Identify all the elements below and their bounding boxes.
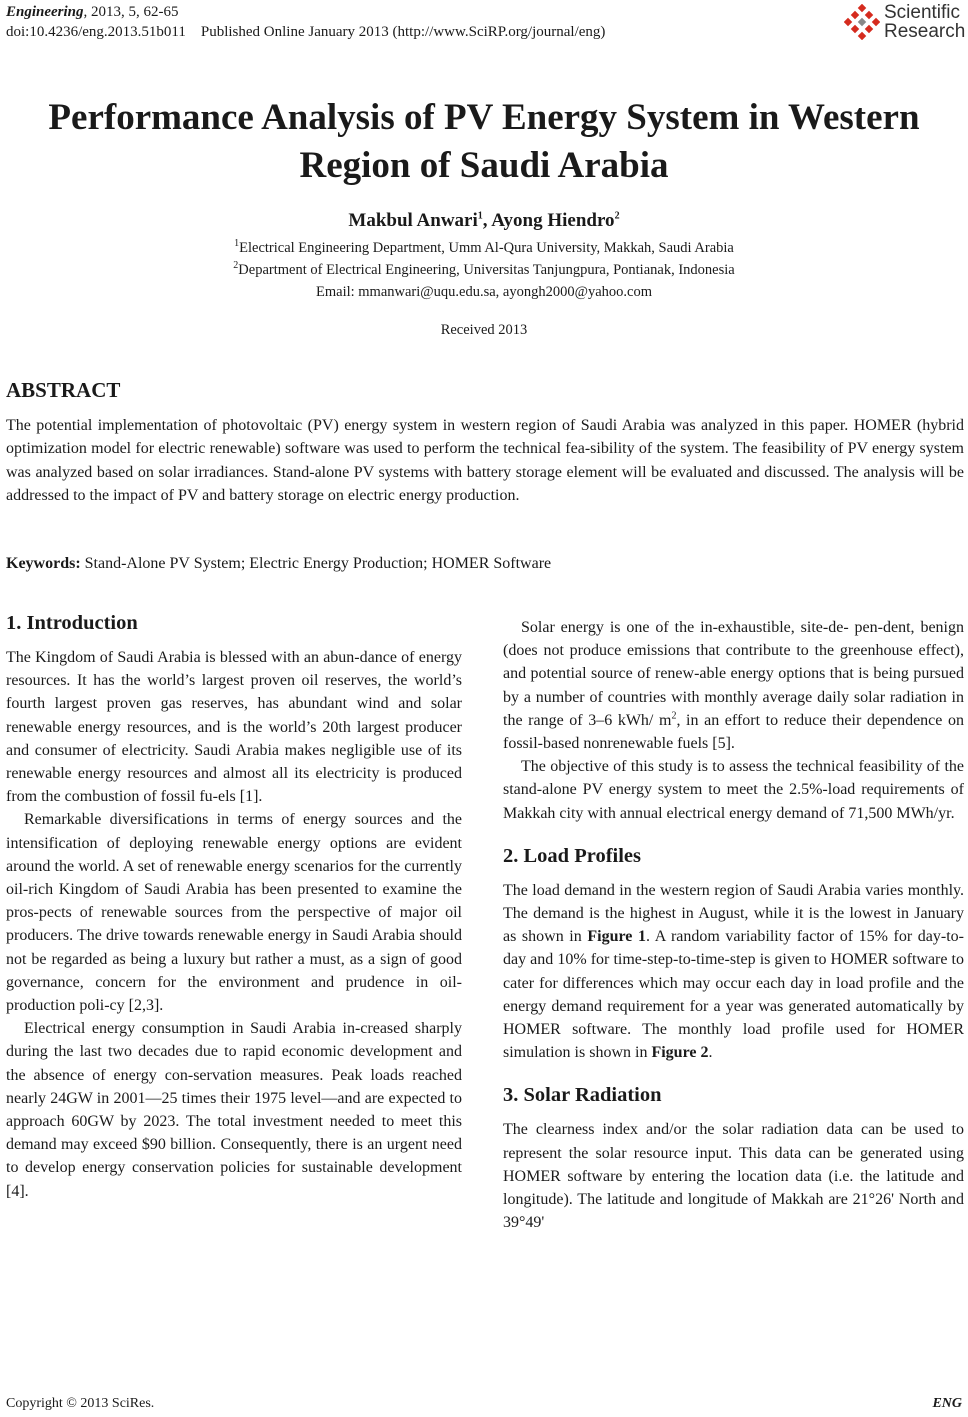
keywords-text: Stand-Alone PV System; Electric Energy Production; HOMER Software (80, 555, 552, 572)
journal-abbreviation: ENG (932, 1396, 962, 1411)
paragraph: The Kingdom of Saudi Arabia is blessed with an abun-dance of energy resources. It has the world’s largest proven oil reserves, the world’s fourth largest proven gas reserves, has abundant wind and solar renewable energy resources, and is the world’s 20th largest producer and consumer of electricity. Saudi Arabia makes negligible use of its renewable energy resources and almost all its electricity is produced from the combustion of fossil fu-els [1]. (6, 649, 462, 806)
affiliation-2: $^2$Department of Electrical Engineering, Universitas Tanjungpura, Pontianak, Indonesia (233, 260, 735, 278)
keywords (6, 555, 551, 573)
figure-1-ref[interactable]: Figure 1 (587, 928, 646, 946)
doi: doi:10.4236/eng.2013.51b011 (6, 24, 186, 40)
publisher-logo (844, 2, 964, 42)
paragraph: Remarkable diversifications in terms of energy sources and the intensification of deploying renewable energy options are evident around the world. A set of renewable energy scenarios for the currently oil-rich Kingdom of Saudi Arabia has been presented to examine the pros-pects of renewable sources from the perspective of major oil producers. The drive towards renewable energy in Saudi Arabia should not be regarded as being a luxury but rather a must, as a sign of good governance, concern for the environment and prudence in oil-production poli-cy [2,3]. (6, 811, 462, 1015)
author-list: Makbul Anwari$^1$, Ayong Hiendro$^2$ (348, 210, 620, 231)
abstract-text: The potential implementation of photovoltaic (PV) energy system in western region of Saudi Arabia was analyzed in this paper. HOMER (hybrid optimization model for electric renewable) software was used to perform the technical fea-sibility of the system. The feasibility of PV energy system was analyzed based on solar irradiances. Stand-alone PV systems with battery storage element will be evaluated and discussed. The analysis will be addressed to the impact of PV and battery storage on electric energy production. (6, 417, 964, 505)
abstract-heading: ABSTRACT (6, 378, 121, 402)
paragraph: Solar energy is one of the in-exhaustible, site-de- pen-dent, benign (does not produce emissions that contribute to the greenhouse effect), and potential source of renew-able energy options that is being pursued by a number of countries with monthly average daily solar radiation in the range of 3–6 kWh/ $m^2$, in an effort to reduce their dependence on fossil-based nonrenewable fuels [5]. (503, 619, 964, 753)
author-2: Ayong Hiendro (491, 210, 615, 231)
journal-citation: Engineering, 2013, 5, 62-65 (6, 4, 179, 20)
paragraph: Electrical energy consumption in Saudi Arabia in-creased sharply during the last two decades due to rapid economic development and the absence of energy con-servation measures. Peak loads reached nearly 24GW in 2001—25 times their 1975 level—and are expected to approach 60GW by 2023. The total investment needed to meet this demand may exceed $90 billion. Consequently, there is an urgent need to develop energy conservation policies for sustainable development [4]. (6, 1020, 462, 1200)
running-header (6, 2, 605, 42)
author-1: Makbul Anwari (348, 210, 478, 231)
figure-2-ref[interactable]: Figure 2 (651, 1044, 709, 1062)
section-heading-introduction: 1. Introduction (6, 612, 138, 634)
affiliation-1: $^1$Electrical Engineering Department, Umm Al-Qura University, Makkah, Saudi Arabia (234, 238, 734, 256)
published-online: Published Online January 2013 (http://www.SciRP.org/journal/eng) (200, 24, 606, 40)
paragraph: The objective of this study is to assess the technical feasibility of the stand-alone PV energy system to meet the 2.5%-load requirements of Makkah city with annual electrical energy demand of 71,500 MWh/yr. (503, 758, 964, 822)
keywords-label: Keywords: (6, 555, 81, 572)
journal-name: Engineering (6, 4, 84, 20)
right-column (503, 616, 964, 1234)
copyright: Copyright © 2013 SciRes. (6, 1396, 155, 1411)
publisher-logo-text: Scientific Research (884, 2, 966, 42)
section-heading-load-profiles: 2. Load Profiles (503, 844, 641, 867)
publisher-logo-icon (844, 4, 880, 40)
received-date: Received 2013 (440, 322, 528, 338)
section-heading-solar-radiation: 3. Solar Radiation (503, 1084, 662, 1107)
paper-title: Performance Analysis of PV Energy System in Western Region of Saudi Arabia (48, 97, 920, 186)
author-email: Email: mmanwari@uqu.edu.sa, ayongh2000@yahoo.com (316, 284, 652, 300)
doi-line (6, 22, 605, 42)
paragraph: The load demand in the western region of Saudi Arabia varies monthly. The demand is the highest in August, while it is the lowest in January as shown in Figure 1. A random variability factor of 15% for day-to-day and 10% for time-step-to-time-step is given to HOMER software to cater for differences which may occur each day in load profile and the energy demand requirement for a year was generated automatically by HOMER software. The monthly load profile used for HOMER simulation is shown in Figure 2. (503, 881, 964, 1062)
page-footer (6, 1396, 962, 1412)
left-column (6, 610, 462, 1203)
paragraph: The clearness index and/or the solar radiation data can be used to represent the solar resource input. This data can be generated using HOMER software by entering the location data (i.e. the latitude and longitude). The latitude and longitude of Makkah are 21°26' North and 39°49' (503, 1121, 964, 1232)
